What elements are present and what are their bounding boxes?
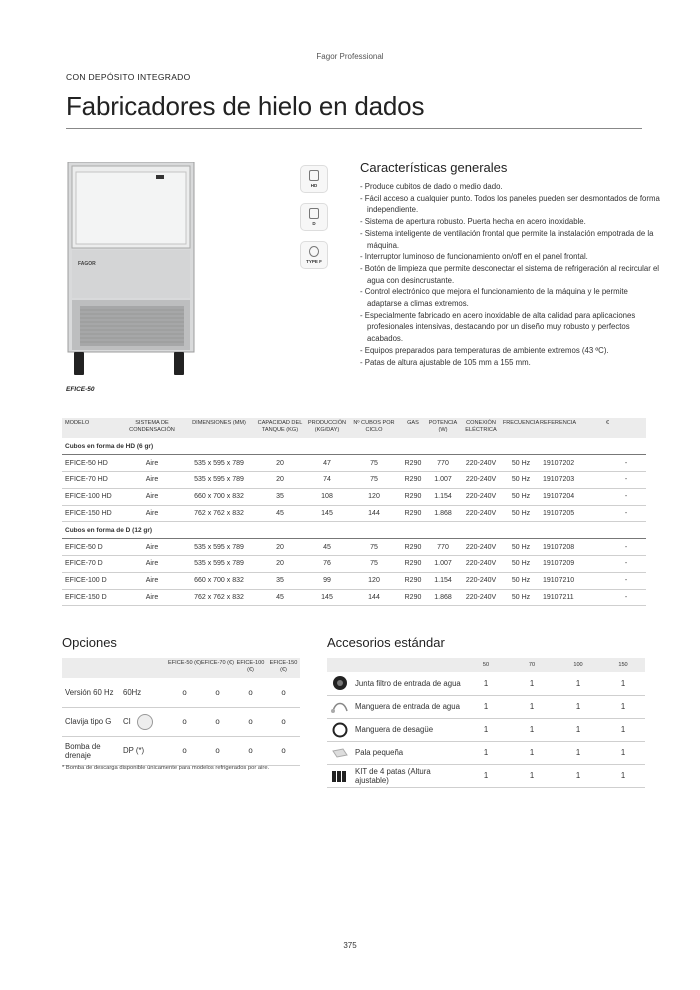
accesorios-value: 1 [509, 741, 555, 764]
table-cell: 660 x 700 x 832 [184, 572, 254, 589]
brand-logo-text: FAGOR [78, 261, 96, 267]
badge-label: TYPE F [306, 259, 322, 264]
table-cell: 99 [306, 572, 348, 589]
opciones-value: o [234, 707, 267, 736]
spec-header: POTENCIA (W) [426, 418, 460, 438]
feature-item: - Control electrónico que mejora el funcionamiento de la máquina y le permite adaptarse a climas extremos. [360, 287, 628, 309]
table-cell: 145 [306, 589, 348, 606]
opciones-value: o [201, 678, 234, 707]
table-row [62, 539, 646, 556]
table-cell: 120 [348, 488, 400, 505]
spec-header: CAPACIDAD DEL TANQUE (KG) [254, 418, 306, 438]
table-cell: 20 [254, 539, 306, 556]
product-caption: EFICE-50 [66, 386, 95, 393]
scoop-icon [327, 741, 353, 764]
table-cell: 50 Hz [502, 589, 540, 606]
table-cell: Aire [120, 572, 184, 589]
legs-kit-icon [327, 764, 353, 787]
table-cell: EFICE-100 HD [62, 488, 120, 505]
accesorios-value: 1 [463, 672, 509, 695]
feature-item: - Interruptor luminoso de funcionamiento on/off en el panel frontal. [360, 252, 588, 262]
ice-cube-icon [309, 170, 319, 181]
accesorios-label: KIT de 4 patas (Altura ajustable) [353, 764, 463, 787]
table-cell: 75 [348, 455, 400, 472]
table-cell: - [606, 556, 646, 573]
table-cell: 50 Hz [502, 556, 540, 573]
plug-icon [309, 246, 319, 257]
table-cell: 120 [348, 572, 400, 589]
opciones-code [120, 707, 168, 736]
drain-hose-icon [327, 718, 353, 741]
ice-maker-image [66, 162, 198, 377]
table-cell: 20 [254, 556, 306, 573]
group-label: Cubos en forma de D (12 gr) [62, 522, 646, 539]
opciones-code-text: DP (*) [123, 746, 145, 755]
table-cell: 19107203 [540, 472, 606, 489]
table-cell: 535 x 595 x 789 [184, 472, 254, 489]
table-cell: 19107202 [540, 455, 606, 472]
accesorios-header-row [327, 658, 645, 672]
opciones-value: o [201, 707, 234, 736]
opciones-row [62, 707, 300, 736]
table-cell: 1.154 [426, 572, 460, 589]
accesorios-value: 1 [509, 764, 555, 787]
table-cell: 35 [254, 572, 306, 589]
table-cell: 50 Hz [502, 472, 540, 489]
table-cell: 45 [254, 589, 306, 606]
table-cell: R290 [400, 488, 426, 505]
table-cell: Aire [120, 556, 184, 573]
feature-item: - Botón de limpieza que permite desconectar el sistema de refrigeración al recircular el agua con desincrustante. [360, 263, 660, 285]
opciones-title: Opciones [62, 635, 117, 650]
table-row [62, 505, 646, 522]
table-cell: 50 Hz [502, 505, 540, 522]
table-cell: 770 [426, 455, 460, 472]
table-cell: 1.154 [426, 488, 460, 505]
opciones-label: Clavija tipo G [62, 707, 120, 736]
accesorios-value: 1 [463, 718, 509, 741]
table-cell: - [606, 539, 646, 556]
table-cell: 1.007 [426, 556, 460, 573]
table-cell: 220-240V [460, 472, 502, 489]
table-cell: 1.868 [426, 505, 460, 522]
accesorios-header: 70 [509, 658, 555, 672]
table-row [62, 455, 646, 472]
accesorios-value: 1 [463, 764, 509, 787]
table-cell: 220-240V [460, 556, 502, 573]
table-cell: 75 [348, 539, 400, 556]
group-row [62, 522, 646, 539]
opciones-table [62, 658, 300, 766]
table-cell: 1.868 [426, 589, 460, 606]
accesorios-value: 1 [463, 695, 509, 718]
table-row [62, 556, 646, 573]
feature-item: - Produce cubitos de dado o medio dado. [360, 182, 503, 191]
opciones-code-text: 60Hz [123, 687, 142, 697]
spec-header: Nº CUBOS POR CICLO [348, 418, 400, 438]
table-cell: 220-240V [460, 505, 502, 522]
table-cell: 762 x 762 x 832 [184, 589, 254, 606]
accesorios-value: 1 [555, 672, 601, 695]
accesorios-row [327, 764, 645, 787]
opciones-value: o [168, 736, 201, 765]
opciones-row [62, 678, 300, 707]
accesorios-row [327, 741, 645, 764]
table-cell: 1.007 [426, 472, 460, 489]
table-row [62, 472, 646, 489]
spec-header: FRECUENCIA [502, 418, 540, 438]
accesorios-row [327, 695, 645, 718]
table-cell: 535 x 595 x 789 [184, 455, 254, 472]
feature-item: - Equipos preparados para temperaturas de ambiente extremos (43 ºC). [360, 345, 609, 355]
table-cell: 535 x 595 x 789 [184, 539, 254, 556]
table-cell: 50 Hz [502, 572, 540, 589]
opciones-code-text: CI [123, 716, 131, 726]
accesorios-header: 100 [555, 658, 601, 672]
opciones-value: o [168, 707, 201, 736]
opciones-value: o [267, 736, 300, 765]
table-cell: 144 [348, 505, 400, 522]
opciones-header-row [62, 658, 300, 678]
table-cell: 770 [426, 539, 460, 556]
table-cell: 220-240V [460, 488, 502, 505]
spec-header: SISTEMA DE CONDENSACIÓN [120, 418, 184, 438]
table-cell: 19107210 [540, 572, 606, 589]
accesorios-label: Manguera de desagüe [353, 718, 463, 741]
table-cell: R290 [400, 455, 426, 472]
table-cell: 19107205 [540, 505, 606, 522]
accesorios-row [327, 672, 645, 695]
table-cell: - [606, 455, 646, 472]
feature-item: - Especialmente fabricado en acero inoxidable de alta calidad para aplicaciones profesionales intensivas, destacando por un diseño muy robusto y perfectos acabados. [360, 310, 636, 344]
table-cell: 75 [348, 472, 400, 489]
table-cell: Aire [120, 505, 184, 522]
table-cell: 144 [348, 589, 400, 606]
spec-header: MODELO [62, 418, 120, 438]
opciones-header: EFICE-150 (€) [267, 658, 300, 678]
badge-d [300, 203, 328, 231]
spec-header: DIMENSIONES (MM) [184, 418, 254, 438]
table-cell: EFICE-70 HD [62, 472, 120, 489]
accesorios-value: 1 [601, 741, 645, 764]
table-row [62, 572, 646, 589]
table-cell: - [606, 505, 646, 522]
table-cell: 19107208 [540, 539, 606, 556]
table-cell: Aire [120, 589, 184, 606]
spec-header-row [62, 418, 646, 438]
opciones-row [62, 736, 300, 765]
table-cell: R290 [400, 472, 426, 489]
accesorios-value: 1 [555, 741, 601, 764]
table-cell: 76 [306, 556, 348, 573]
table-cell: 535 x 595 x 789 [184, 556, 254, 573]
table-row [62, 488, 646, 505]
badge-hd [300, 165, 328, 193]
table-cell: EFICE-50 D [62, 539, 120, 556]
accesorios-value: 1 [601, 672, 645, 695]
brand-header: Fagor Professional [316, 52, 384, 61]
table-cell: EFICE-100 D [62, 572, 120, 589]
table-cell: 19107204 [540, 488, 606, 505]
table-cell: 45 [306, 539, 348, 556]
table-cell: Aire [120, 472, 184, 489]
accesorios-value: 1 [555, 695, 601, 718]
table-cell: 19107211 [540, 589, 606, 606]
spec-header: GAS [400, 418, 426, 438]
opciones-value: o [234, 736, 267, 765]
table-cell: 47 [306, 455, 348, 472]
accesorios-value: 1 [509, 672, 555, 695]
table-cell: R290 [400, 539, 426, 556]
opciones-header: EFICE-50 (€) [168, 658, 201, 678]
opciones-value: o [267, 678, 300, 707]
accesorios-label: Junta filtro de entrada de agua [353, 672, 463, 695]
feature-item: - Sistema de apertura robusto. Puerta hecha en acero inoxidable. [360, 217, 586, 227]
group-row [62, 438, 646, 455]
opciones-code [120, 736, 168, 765]
table-cell: 220-240V [460, 572, 502, 589]
table-cell: - [606, 488, 646, 505]
table-cell: 20 [254, 472, 306, 489]
opciones-value: o [168, 678, 201, 707]
table-cell: - [606, 589, 646, 606]
spec-header: PRODUCCIÓN (KG/DAY) [306, 418, 348, 438]
table-cell: R290 [400, 505, 426, 522]
table-cell: - [606, 572, 646, 589]
opciones-header: EFICE-70 (€) [201, 658, 234, 678]
table-cell: EFICE-70 D [62, 556, 120, 573]
table-cell: 220-240V [460, 455, 502, 472]
table-cell: 50 Hz [502, 488, 540, 505]
opciones-code [120, 678, 168, 707]
table-row [62, 589, 646, 606]
table-cell: 50 Hz [502, 455, 540, 472]
table-cell: 145 [306, 505, 348, 522]
title-divider [66, 128, 642, 129]
table-cell: Aire [120, 455, 184, 472]
accesorios-label: Manguera de entrada de agua [353, 695, 463, 718]
accesorios-value: 1 [555, 718, 601, 741]
opciones-value: o [201, 736, 234, 765]
opciones-value: o [234, 678, 267, 707]
feature-item: - Patas de altura ajustable de 105 mm a 155 mm. [360, 357, 531, 367]
accesorios-table [327, 658, 645, 788]
table-cell: - [606, 472, 646, 489]
table-cell: 220-240V [460, 589, 502, 606]
filter-gasket-icon [327, 672, 353, 695]
table-cell: EFICE-150 D [62, 589, 120, 606]
spec-table [62, 418, 646, 606]
features-list [360, 181, 660, 368]
accesorios-value: 1 [601, 764, 645, 787]
spec-header: REFERENCIA [540, 418, 606, 438]
accesorios-value: 1 [555, 764, 601, 787]
table-cell: R290 [400, 589, 426, 606]
accesorios-row [327, 718, 645, 741]
plug-g-icon [137, 714, 153, 730]
accesorios-header: 150 [601, 658, 645, 672]
accesorios-title: Accesorios estándar [327, 635, 445, 650]
opciones-value: o [267, 707, 300, 736]
table-cell: EFICE-150 HD [62, 505, 120, 522]
table-cell: R290 [400, 556, 426, 573]
table-cell: 35 [254, 488, 306, 505]
table-cell: R290 [400, 572, 426, 589]
group-label: Cubos en forma de HD (6 gr) [62, 438, 646, 455]
section-label: CON DEPÓSITO INTEGRADO [66, 72, 191, 82]
accesorios-value: 1 [601, 718, 645, 741]
spec-header: CONEXIÓN ELÉCTRICA [460, 418, 502, 438]
accesorios-value: 1 [509, 695, 555, 718]
table-cell: 762 x 762 x 832 [184, 505, 254, 522]
opciones-label: Bomba de drenaje [62, 736, 120, 765]
accesorios-value: 1 [601, 695, 645, 718]
features-title: Características generales [360, 160, 508, 175]
table-cell: Aire [120, 488, 184, 505]
table-cell: 19107209 [540, 556, 606, 573]
table-cell: 45 [254, 505, 306, 522]
badge-label: D [312, 221, 316, 226]
accesorios-header: 50 [463, 658, 509, 672]
opciones-note: * Bomba de descarga disponible únicamente para modelos refrigerados por aire. [62, 765, 270, 771]
feature-item: - Sistema inteligente de ventilación frontal que permite la instalación empotrada de la máquina. [360, 228, 654, 250]
opciones-header: EFICE-100 (€) [234, 658, 267, 678]
table-cell: 220-240V [460, 539, 502, 556]
accesorios-label: Pala pequeña [353, 741, 463, 764]
table-cell: 108 [306, 488, 348, 505]
table-cell: 75 [348, 556, 400, 573]
table-cell: Aire [120, 539, 184, 556]
page-number: 375 [343, 941, 357, 950]
table-cell: 20 [254, 455, 306, 472]
page-title: Fabricadores de hielo en dados [66, 91, 425, 121]
table-cell: 660 x 700 x 832 [184, 488, 254, 505]
accesorios-value: 1 [509, 718, 555, 741]
opciones-label: Versión 60 Hz [62, 678, 120, 707]
table-cell: EFICE-50 HD [62, 455, 120, 472]
badge-type-f [300, 241, 328, 269]
feature-item: - Fácil acceso a cualquier punto. Todos los paneles pueden ser desmontados de forma independiente. [360, 193, 660, 215]
table-cell: 74 [306, 472, 348, 489]
spec-header: € [606, 418, 646, 438]
accesorios-value: 1 [463, 741, 509, 764]
table-cell: 50 Hz [502, 539, 540, 556]
badge-label: HD [310, 183, 318, 188]
half-cube-icon [309, 208, 319, 219]
water-hose-icon [327, 695, 353, 718]
